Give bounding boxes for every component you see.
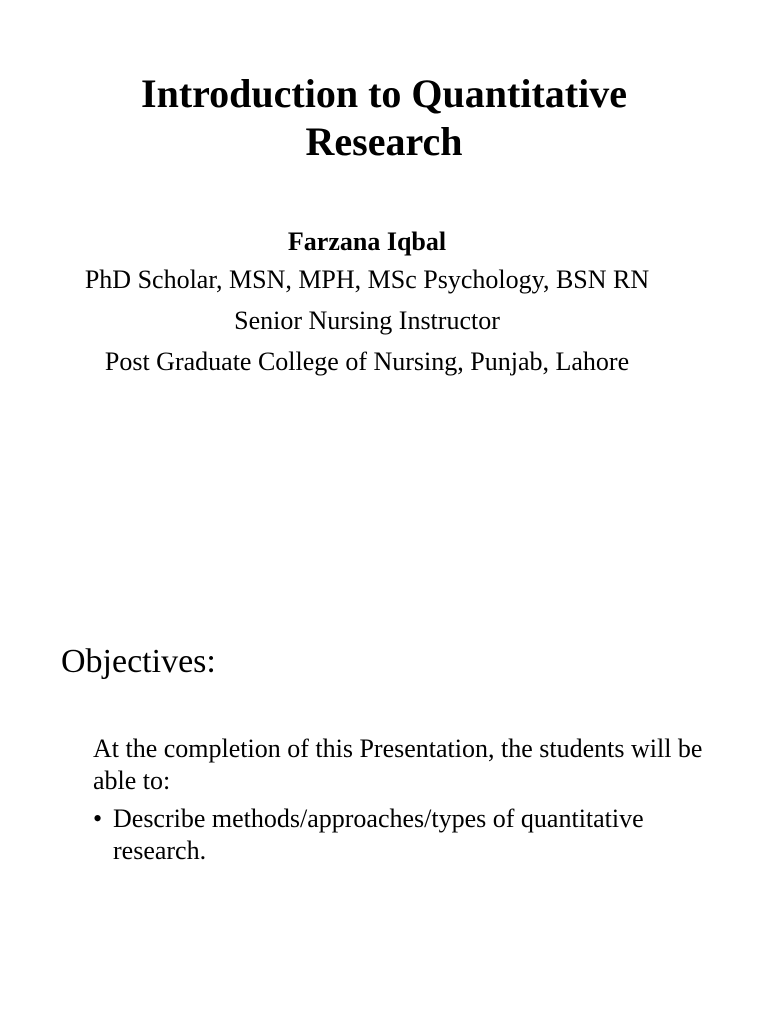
bullet-dot-icon: • bbox=[93, 804, 103, 833]
objectives-intro: At the completion of this Presentation, the students will be able to: bbox=[93, 734, 703, 795]
objectives-heading: Objectives: bbox=[61, 643, 216, 680]
title-line-2: Research bbox=[305, 119, 463, 164]
author-name: Farzana Iqbal bbox=[287, 227, 447, 256]
page-title bbox=[0, 70, 768, 166]
objectives-list bbox=[93, 803, 713, 867]
list-item-text: Describe methods/approaches/types of quantitative research. bbox=[113, 804, 644, 865]
objectives-body bbox=[93, 733, 713, 867]
author-institution: Post Graduate College of Nursing, Punjab, Lahore bbox=[104, 347, 630, 376]
author-block bbox=[60, 226, 674, 387]
list-item bbox=[93, 803, 713, 867]
author-credentials: PhD Scholar, MSN, MPH, MSc Psychology, BSN RN bbox=[84, 265, 650, 294]
title-line-1: Introduction to Quantitative bbox=[141, 71, 627, 116]
author-position: Senior Nursing Instructor bbox=[234, 306, 500, 335]
